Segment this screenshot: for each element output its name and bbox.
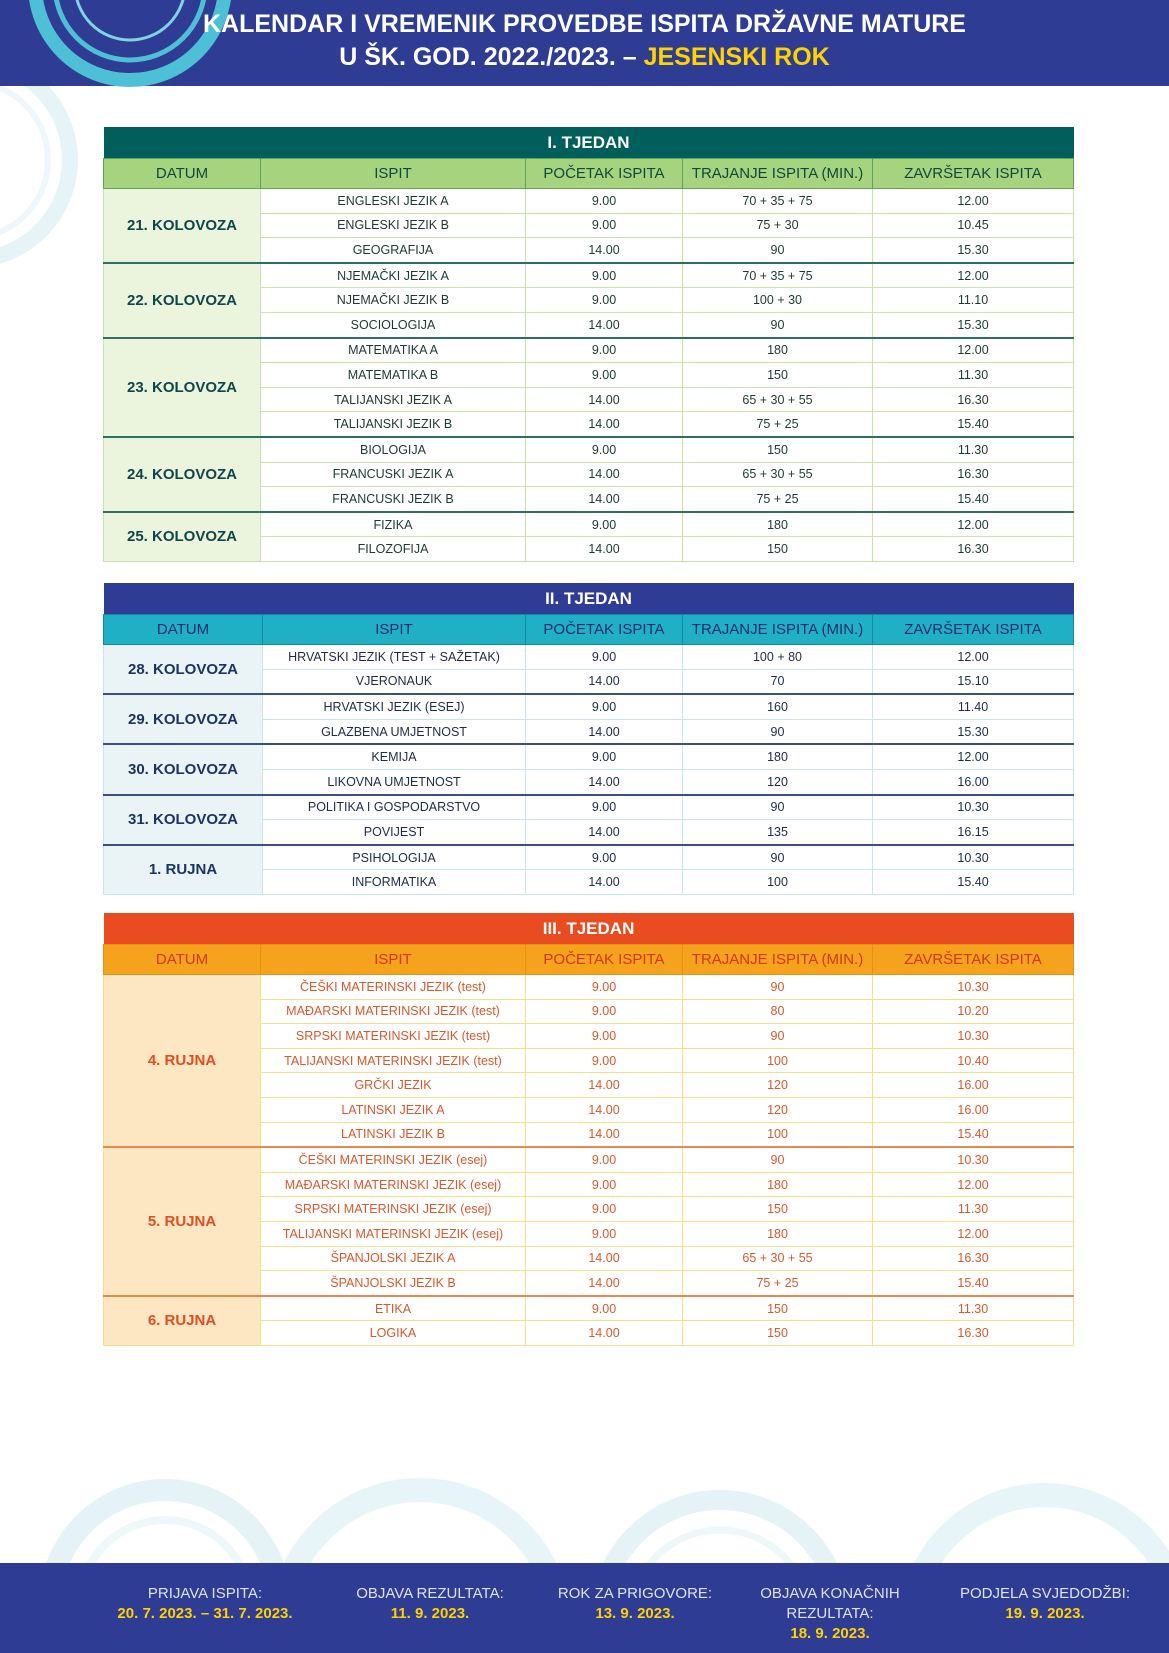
exam-cell: BIOLOGIJA	[261, 437, 526, 462]
footer-value: 19. 9. 2023.	[1005, 1605, 1085, 1622]
end-cell: 15.40	[873, 412, 1074, 437]
table-row	[104, 1147, 1074, 1172]
start-cell: 14.00	[526, 462, 683, 487]
footer-item	[945, 1584, 1145, 1624]
footer	[0, 1563, 1169, 1653]
duration-cell: 65 + 30 + 55	[683, 462, 873, 487]
duration-cell: 150	[683, 1296, 873, 1321]
duration-cell: 100	[683, 1048, 873, 1073]
end-cell: 12.00	[873, 1221, 1074, 1246]
exam-cell: LATINSKI JEZIK B	[261, 1122, 526, 1147]
start-cell: 14.00	[526, 1122, 683, 1147]
duration-cell: 75 + 30	[683, 213, 873, 238]
end-cell: 15.30	[873, 312, 1074, 337]
duration-cell: 70	[683, 669, 873, 694]
date-cell: 31. KOLOVOZA	[104, 795, 263, 845]
table-row	[104, 437, 1074, 462]
duration-cell: 180	[683, 1221, 873, 1246]
start-cell: 14.00	[526, 870, 683, 895]
end-cell: 16.30	[873, 1246, 1074, 1271]
date-cell: 5. RUJNA	[104, 1147, 261, 1296]
exam-cell: MATEMATIKA A	[261, 338, 526, 363]
duration-cell: 100	[683, 1122, 873, 1147]
end-cell: 16.15	[873, 820, 1074, 845]
end-cell: 15.40	[873, 1271, 1074, 1296]
start-cell: 14.00	[526, 238, 683, 263]
exam-cell: MATEMATIKA B	[261, 363, 526, 388]
exam-cell: NJEMAČKI JEZIK B	[261, 288, 526, 313]
col-header-datum: DATUM	[104, 159, 261, 189]
end-cell: 10.30	[873, 1147, 1074, 1172]
col-header-pocetak: POČETAK ISPITA	[526, 615, 683, 645]
end-cell: 15.30	[873, 719, 1074, 744]
duration-cell: 150	[683, 363, 873, 388]
exam-cell: MAĐARSKI MATERINSKI JEZIK (test)	[261, 999, 526, 1024]
footer-value: 20. 7. 2023. – 31. 7. 2023.	[117, 1605, 293, 1622]
footer-label: OBJAVA KONAČNIH REZULTATA:	[760, 1585, 900, 1622]
exam-cell: SRPSKI MATERINSKI JEZIK (esej)	[261, 1197, 526, 1222]
col-header-trajanje: TRAJANJE ISPITA (MIN.)	[683, 159, 873, 189]
duration-cell: 75 + 25	[683, 1271, 873, 1296]
date-cell: 21. KOLOVOZA	[104, 189, 261, 263]
week-title: I. TJEDAN	[104, 127, 1074, 159]
start-cell: 9.00	[526, 189, 683, 214]
end-cell: 16.00	[873, 769, 1074, 794]
start-cell: 14.00	[526, 412, 683, 437]
start-cell: 14.00	[526, 1246, 683, 1271]
start-cell: 9.00	[526, 363, 683, 388]
end-cell: 10.45	[873, 213, 1074, 238]
end-cell: 11.30	[873, 437, 1074, 462]
start-cell: 9.00	[526, 512, 683, 537]
end-cell: 12.00	[873, 512, 1074, 537]
start-cell: 9.00	[526, 645, 683, 670]
footer-label: PRIJAVA ISPITA:	[147, 1585, 263, 1602]
start-cell: 14.00	[526, 312, 683, 337]
end-cell: 15.40	[873, 487, 1074, 512]
exam-cell: PSIHOLOGIJA	[263, 845, 526, 870]
exam-cell: GRČKI JEZIK	[261, 1073, 526, 1098]
start-cell: 14.00	[526, 387, 683, 412]
end-cell: 12.00	[873, 744, 1074, 769]
footer-label: OBJAVA REZULTATA:	[356, 1585, 504, 1602]
exam-cell: ČEŠKI MATERINSKI JEZIK (test)	[261, 975, 526, 1000]
table-row	[104, 512, 1074, 537]
date-cell: 24. KOLOVOZA	[104, 437, 261, 512]
table-row	[104, 1296, 1074, 1321]
table-row	[104, 189, 1074, 214]
end-cell: 12.00	[873, 338, 1074, 363]
exam-cell: SOCIOLOGIJA	[261, 312, 526, 337]
col-header-pocetak: POČETAK ISPITA	[526, 945, 683, 975]
start-cell: 9.00	[526, 338, 683, 363]
exam-cell: FIZIKA	[261, 512, 526, 537]
date-cell: 28. KOLOVOZA	[104, 645, 263, 695]
col-header-ispit: ISPIT	[261, 159, 526, 189]
end-cell: 10.20	[873, 999, 1074, 1024]
col-header-trajanje: TRAJANJE ISPITA (MIN.)	[683, 615, 873, 645]
end-cell: 11.30	[873, 363, 1074, 388]
date-cell: 23. KOLOVOZA	[104, 338, 261, 437]
exam-cell: INFORMATIKA	[263, 870, 526, 895]
start-cell: 14.00	[526, 719, 683, 744]
start-cell: 9.00	[526, 288, 683, 313]
title-line-2	[0, 41, 1169, 74]
table-row	[104, 845, 1074, 870]
exam-cell: GLAZBENA UMJETNOST	[263, 719, 526, 744]
end-cell: 11.30	[873, 1296, 1074, 1321]
end-cell: 15.40	[873, 1122, 1074, 1147]
exam-cell: KEMIJA	[263, 744, 526, 769]
duration-cell: 75 + 25	[683, 412, 873, 437]
start-cell: 14.00	[526, 1321, 683, 1346]
exam-cell: ČEŠKI MATERINSKI JEZIK (esej)	[261, 1147, 526, 1172]
duration-cell: 90	[683, 312, 873, 337]
col-header-pocetak: POČETAK ISPITA	[526, 159, 683, 189]
col-header-ispit: ISPIT	[263, 615, 526, 645]
duration-cell: 120	[683, 1097, 873, 1122]
duration-cell: 120	[683, 769, 873, 794]
week-title: III. TJEDAN	[104, 913, 1074, 945]
date-cell: 30. KOLOVOZA	[104, 744, 263, 794]
duration-cell: 90	[683, 238, 873, 263]
start-cell: 9.00	[526, 1048, 683, 1073]
title-line-1: KALENDAR I VREMENIK PROVEDBE ISPITA DRŽAVNE MATURE	[202, 10, 966, 38]
start-cell: 14.00	[526, 537, 683, 562]
col-header-zavrsetak: ZAVRŠETAK ISPITA	[873, 159, 1074, 189]
start-cell: 9.00	[526, 263, 683, 288]
date-cell: 29. KOLOVOZA	[104, 694, 263, 744]
table-row	[104, 694, 1074, 719]
table-row	[104, 263, 1074, 288]
duration-cell: 180	[683, 338, 873, 363]
start-cell: 9.00	[526, 437, 683, 462]
footer-item	[105, 1584, 305, 1624]
end-cell: 15.40	[873, 870, 1074, 895]
start-cell: 9.00	[526, 845, 683, 870]
end-cell: 10.30	[873, 1024, 1074, 1049]
end-cell: 16.30	[873, 537, 1074, 562]
start-cell: 9.00	[526, 744, 683, 769]
duration-cell: 100 + 80	[683, 645, 873, 670]
duration-cell: 100 + 30	[683, 288, 873, 313]
table-row	[104, 645, 1074, 670]
exam-cell: SRPSKI MATERINSKI JEZIK (test)	[261, 1024, 526, 1049]
col-header-datum: DATUM	[104, 945, 261, 975]
end-cell: 16.00	[873, 1073, 1074, 1098]
end-cell: 11.40	[873, 694, 1074, 719]
duration-cell: 180	[683, 744, 873, 769]
exam-cell: HRVATSKI JEZIK (ESEJ)	[263, 694, 526, 719]
start-cell: 14.00	[526, 1097, 683, 1122]
title-line-2-text: U ŠK. GOD. 2022./2023. –	[339, 43, 637, 71]
duration-cell: 70 + 35 + 75	[683, 263, 873, 288]
page-header	[0, 0, 1169, 86]
exam-cell: FILOZOFIJA	[261, 537, 526, 562]
date-cell: 4. RUJNA	[104, 975, 261, 1148]
exam-cell: LIKOVNA UMJETNOST	[263, 769, 526, 794]
duration-cell: 135	[683, 820, 873, 845]
start-cell: 9.00	[526, 694, 683, 719]
start-cell: 9.00	[526, 975, 683, 1000]
exam-cell: VJERONAUK	[263, 669, 526, 694]
start-cell: 9.00	[526, 1172, 683, 1197]
duration-cell: 90	[683, 1024, 873, 1049]
exam-cell: POLITIKA I GOSPODARSTVO	[263, 795, 526, 820]
table-row	[104, 795, 1074, 820]
duration-cell: 65 + 30 + 55	[683, 1246, 873, 1271]
date-cell: 25. KOLOVOZA	[104, 512, 261, 562]
exam-cell: HRVATSKI JEZIK (TEST + SAŽETAK)	[263, 645, 526, 670]
exam-cell: TALIJANSKI JEZIK A	[261, 387, 526, 412]
footer-item	[720, 1584, 940, 1644]
title-highlight: JESENSKI ROK	[643, 43, 830, 71]
col-header-zavrsetak: ZAVRŠETAK ISPITA	[873, 615, 1074, 645]
duration-cell: 180	[683, 512, 873, 537]
footer-item	[330, 1584, 530, 1624]
duration-cell: 150	[683, 537, 873, 562]
col-header-ispit: ISPIT	[261, 945, 526, 975]
footer-value: 18. 9. 2023.	[790, 1625, 870, 1642]
col-header-zavrsetak: ZAVRŠETAK ISPITA	[873, 945, 1074, 975]
page-title	[0, 8, 1169, 74]
duration-cell: 65 + 30 + 55	[683, 387, 873, 412]
end-cell: 10.30	[873, 795, 1074, 820]
footer-value: 11. 9. 2023.	[390, 1605, 470, 1622]
end-cell: 16.00	[873, 1097, 1074, 1122]
date-cell: 1. RUJNA	[104, 845, 263, 895]
start-cell: 9.00	[526, 1147, 683, 1172]
footer-value: 13. 9. 2023.	[595, 1605, 675, 1622]
col-header-trajanje: TRAJANJE ISPITA (MIN.)	[683, 945, 873, 975]
start-cell: 9.00	[526, 795, 683, 820]
start-cell: 14.00	[526, 487, 683, 512]
col-header-datum: DATUM	[104, 615, 263, 645]
exam-cell: TALIJANSKI JEZIK B	[261, 412, 526, 437]
duration-cell: 70 + 35 + 75	[683, 189, 873, 214]
duration-cell: 75 + 25	[683, 487, 873, 512]
start-cell: 9.00	[526, 213, 683, 238]
table-row	[104, 338, 1074, 363]
week-title: II. TJEDAN	[104, 583, 1074, 615]
table-row	[104, 975, 1074, 1000]
end-cell: 10.30	[873, 975, 1074, 1000]
footer-label: PODJELA SVJEDODŽBI:	[959, 1585, 1131, 1602]
start-cell: 14.00	[526, 1073, 683, 1098]
duration-cell: 150	[683, 437, 873, 462]
start-cell: 14.00	[526, 1271, 683, 1296]
end-cell: 10.40	[873, 1048, 1074, 1073]
end-cell: 11.30	[873, 1197, 1074, 1222]
duration-cell: 180	[683, 1172, 873, 1197]
duration-cell: 90	[683, 795, 873, 820]
duration-cell: 90	[683, 719, 873, 744]
exam-cell: ŠPANJOLSKI JEZIK B	[261, 1271, 526, 1296]
duration-cell: 80	[683, 999, 873, 1024]
start-cell: 14.00	[526, 820, 683, 845]
footer-item	[535, 1584, 735, 1624]
start-cell: 9.00	[526, 999, 683, 1024]
exam-cell: ETIKA	[261, 1296, 526, 1321]
exam-cell: POVIJEST	[263, 820, 526, 845]
exam-cell: GEOGRAFIJA	[261, 238, 526, 263]
end-cell: 12.00	[873, 645, 1074, 670]
end-cell: 12.00	[873, 1172, 1074, 1197]
week-2-body	[104, 645, 1074, 895]
exam-cell: LATINSKI JEZIK A	[261, 1097, 526, 1122]
exam-cell: ENGLESKI JEZIK B	[261, 213, 526, 238]
end-cell: 10.30	[873, 845, 1074, 870]
date-cell: 22. KOLOVOZA	[104, 263, 261, 338]
duration-cell: 100	[683, 870, 873, 895]
end-cell: 12.00	[873, 263, 1074, 288]
end-cell: 16.30	[873, 1321, 1074, 1346]
end-cell: 16.30	[873, 387, 1074, 412]
week-3-body	[104, 975, 1074, 1346]
duration-cell: 90	[683, 1147, 873, 1172]
end-cell: 11.10	[873, 288, 1074, 313]
week-3-table	[103, 913, 1074, 1346]
end-cell: 15.30	[873, 238, 1074, 263]
start-cell: 9.00	[526, 1197, 683, 1222]
end-cell: 12.00	[873, 189, 1074, 214]
week-1-body	[104, 189, 1074, 562]
exam-cell: LOGIKA	[261, 1321, 526, 1346]
duration-cell: 150	[683, 1321, 873, 1346]
start-cell: 9.00	[526, 1296, 683, 1321]
exam-cell: MAĐARSKI MATERINSKI JEZIK (esej)	[261, 1172, 526, 1197]
footer-label: ROK ZA PRIGOVORE:	[557, 1585, 713, 1602]
week-1-table	[103, 127, 1074, 562]
duration-cell: 120	[683, 1073, 873, 1098]
start-cell: 14.00	[526, 669, 683, 694]
exam-cell: ENGLESKI JEZIK A	[261, 189, 526, 214]
end-cell: 15.10	[873, 669, 1074, 694]
week-2-table	[103, 583, 1074, 895]
date-cell: 6. RUJNA	[104, 1296, 261, 1346]
decorative-arcs	[0, 1430, 1169, 1563]
exam-cell: TALIJANSKI MATERINSKI JEZIK (esej)	[261, 1221, 526, 1246]
exam-cell: FRANCUSKI JEZIK A	[261, 462, 526, 487]
table-row	[104, 744, 1074, 769]
exam-cell: TALIJANSKI MATERINSKI JEZIK (test)	[261, 1048, 526, 1073]
end-cell: 16.30	[873, 462, 1074, 487]
duration-cell: 160	[683, 694, 873, 719]
exam-cell: NJEMAČKI JEZIK A	[261, 263, 526, 288]
exam-cell: FRANCUSKI JEZIK B	[261, 487, 526, 512]
exam-cell: ŠPANJOLSKI JEZIK A	[261, 1246, 526, 1271]
duration-cell: 90	[683, 845, 873, 870]
start-cell: 9.00	[526, 1221, 683, 1246]
start-cell: 14.00	[526, 769, 683, 794]
duration-cell: 90	[683, 975, 873, 1000]
duration-cell: 150	[683, 1197, 873, 1222]
start-cell: 9.00	[526, 1024, 683, 1049]
